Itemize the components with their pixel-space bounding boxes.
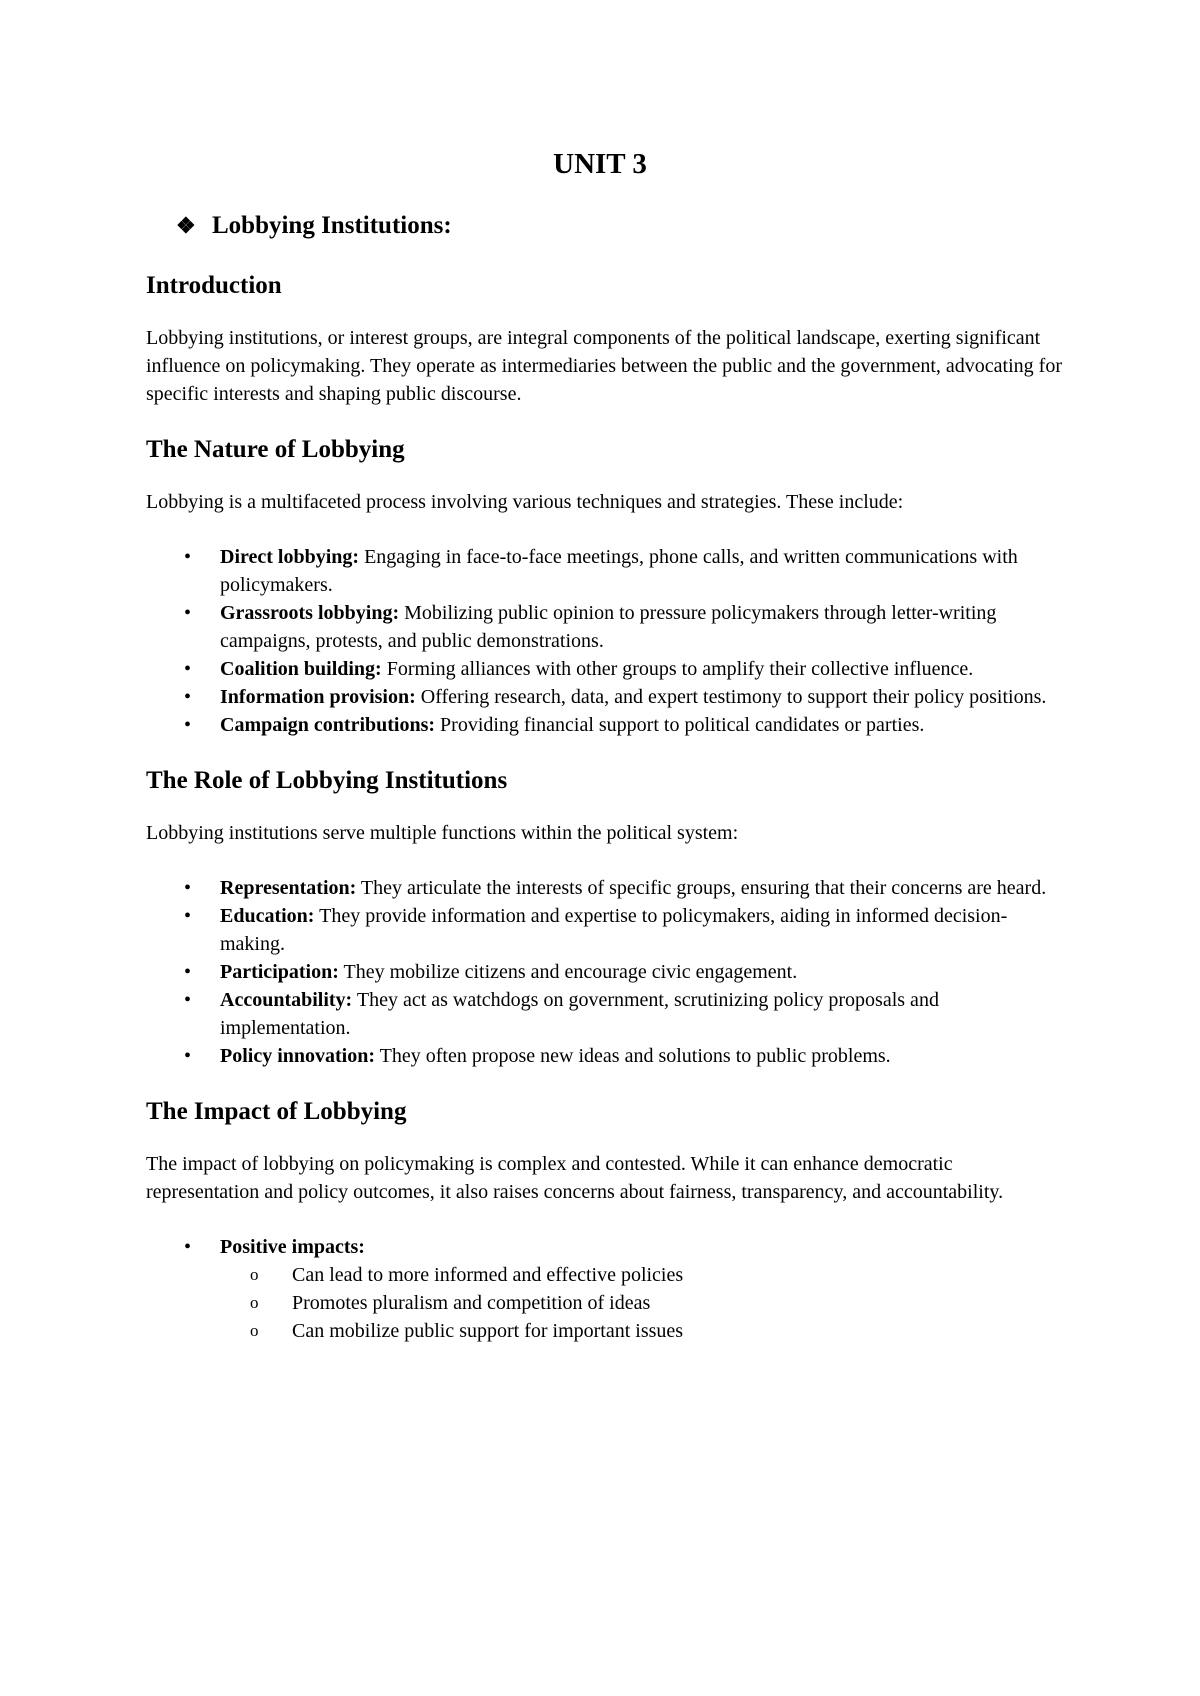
intro-paragraph: Lobbying institutions, or interest groups, are integral components of the political landscape, exerting significant influence on policymaking. They operate as intermediaries between the public and the government, advocating for specific interests and shaping public discourse.: [146, 327, 1062, 405]
list-item-text: They articulate the interests of specific groups, ensuring that their concerns are heard.: [356, 877, 1047, 899]
list-item-term: Accountability:: [220, 989, 353, 1011]
list-item-text: Offering research, data, and expert testimony to support their policy positions.: [415, 686, 1047, 708]
positive-impacts-sublist: [146, 1261, 1066, 1345]
impact-list: [146, 1233, 1066, 1345]
list-item: [146, 874, 1066, 902]
unit-title: UNIT 3: [553, 148, 647, 180]
list-item-term: Information provision:: [220, 686, 416, 708]
list-item: [146, 902, 1066, 958]
list-item: [146, 683, 1066, 711]
list-item: [146, 655, 1066, 683]
list-item: [146, 986, 1066, 1042]
four-diamond-bullet-icon: ❖: [176, 213, 196, 238]
list-item-term: Participation:: [220, 961, 339, 983]
intro-heading: Introduction: [146, 272, 282, 299]
list-item-text: Mobilizing public opinion to pressure policymakers through letter-writing campaigns, protests, and public demonstrations.: [220, 602, 997, 652]
list-item-term: Campaign contributions:: [220, 714, 436, 736]
nature-paragraph: Lobbying is a multifaceted process involving various techniques and strategies. These include:: [146, 491, 904, 513]
sublist-item: o Can lead to more informed and effective policies: [146, 1261, 1066, 1289]
list-item-term: Grassroots lobbying:: [220, 602, 400, 624]
sublist-item: o Promotes pluralism and competition of ideas: [146, 1289, 1066, 1317]
main-heading: [176, 212, 452, 240]
list-item-text: They often propose new ideas and solutions to public problems.: [375, 1045, 891, 1067]
nature-heading: The Nature of Lobbying: [146, 436, 405, 463]
role-heading: The Role of Lobbying Institutions: [146, 767, 508, 794]
list-item: [146, 958, 1066, 986]
positive-impacts-label: Positive impacts:: [220, 1236, 365, 1258]
list-item-text: Forming alliances with other groups to amplify their collective influence.: [381, 658, 974, 680]
impact-heading: The Impact of Lobbying: [146, 1098, 407, 1125]
list-item-term: Representation:: [220, 877, 357, 899]
nature-list: [146, 543, 1066, 739]
list-item-term: Coalition building:: [220, 658, 382, 680]
sublist-item: o Can mobilize public support for important issues: [146, 1317, 1066, 1345]
list-item-text: They provide information and expertise to policymakers, aiding in informed decision-making.: [220, 905, 1008, 955]
list-item-text: Providing financial support to political candidates or parties.: [435, 714, 925, 736]
list-item-term: Policy innovation:: [220, 1045, 376, 1067]
impact-paragraph: The impact of lobbying on policymaking is complex and contested. While it can enhance democratic representation and policy outcomes, it also raises concerns about fairness, transparency, and accountability.: [146, 1153, 1004, 1203]
list-item: [146, 599, 1066, 655]
list-item: [146, 1042, 1066, 1070]
list-item-term: Education:: [220, 905, 315, 927]
list-item: [146, 711, 1066, 739]
list-item-text: They mobilize citizens and encourage civic engagement.: [338, 961, 798, 983]
list-item-term: Direct lobbying:: [220, 546, 360, 568]
list-item: [146, 543, 1066, 599]
list-item-text: Engaging in face-to-face meetings, phone calls, and written communications with policymakers.: [220, 546, 1018, 596]
list-item-text: They act as watchdogs on government, scrutinizing policy proposals and implementation.: [220, 989, 939, 1039]
document-body: [146, 270, 1066, 1345]
role-list: [146, 874, 1066, 1070]
main-heading-text: Lobbying Institutions:: [212, 212, 452, 239]
list-item: [146, 1233, 1066, 1345]
role-paragraph: Lobbying institutions serve multiple functions within the political system:: [146, 822, 739, 844]
